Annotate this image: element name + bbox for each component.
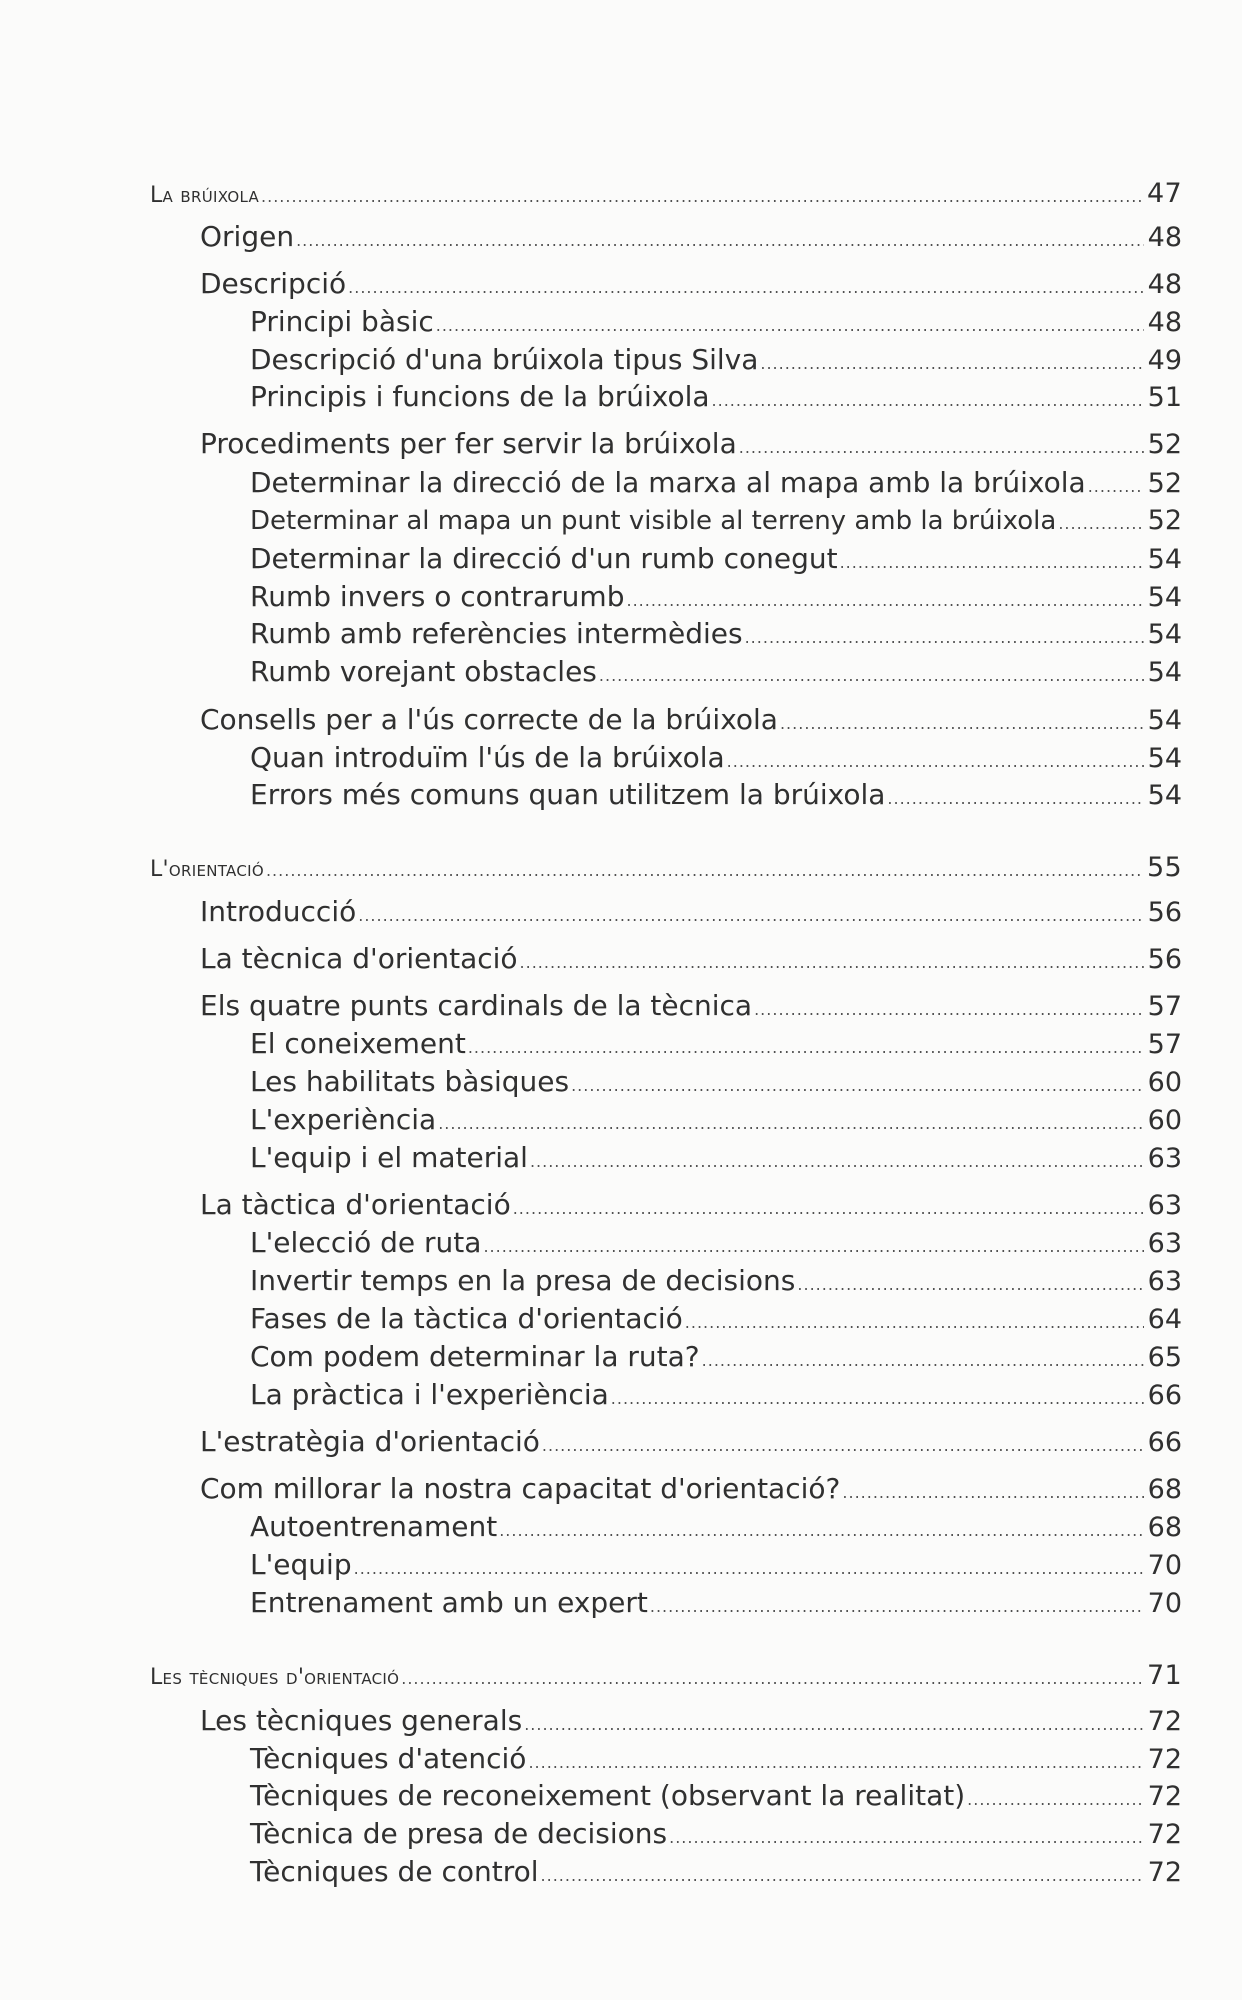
toc-section-orientacio — [150, 854, 1182, 881]
leader-dots — [1088, 479, 1144, 495]
leader-dots — [520, 955, 1144, 971]
toc-label: La tàctica d'orientació — [200, 1188, 511, 1221]
toc-subentry — [250, 1817, 1182, 1850]
toc-label: Invertir temps en la presa de decisions — [250, 1264, 796, 1297]
leader-dots — [611, 1391, 1144, 1407]
toc-label: Determinar la direcció d'un rumb conegut — [250, 542, 838, 575]
toc-page-number: 54 — [1147, 544, 1182, 575]
leader-dots — [650, 1599, 1144, 1615]
toc-page-number: 72 — [1147, 1781, 1182, 1812]
toc-page-number: 54 — [1147, 657, 1182, 688]
toc-label: Errors més comuns quan utilitzem la brúixola — [250, 778, 886, 811]
toc-page-number: 55 — [1147, 852, 1182, 883]
toc-label: L'orientació — [150, 857, 264, 882]
toc-page-number: 72 — [1147, 1857, 1182, 1888]
toc-label: Consells per a l'ús correcte de la brúixola — [200, 703, 778, 736]
toc-entry — [200, 220, 1182, 253]
leader-dots — [542, 1438, 1144, 1454]
toc-label: L'experiència — [250, 1103, 437, 1136]
toc-page-number: 72 — [1147, 1744, 1182, 1775]
toc-label: L'estratègia d'orientació — [200, 1425, 540, 1458]
toc-page-number: 54 — [1147, 743, 1182, 774]
toc-page-number: 63 — [1147, 1228, 1182, 1259]
leader-dots — [967, 1792, 1144, 1808]
toc-label: Com millorar la nostra capacitat d'orientació? — [200, 1472, 841, 1505]
toc-page-number: 63 — [1147, 1143, 1182, 1174]
toc-label: Principi bàsic — [250, 305, 434, 338]
toc-page-number: 71 — [1147, 1660, 1182, 1691]
toc-subentry — [250, 741, 1182, 774]
leader-dots — [499, 1523, 1143, 1539]
toc-page-number: 52 — [1147, 505, 1182, 536]
toc-page-number: 70 — [1147, 1550, 1182, 1581]
toc-page-number: 49 — [1147, 345, 1182, 376]
toc-subentry — [250, 655, 1182, 688]
toc-page-number: 48 — [1147, 269, 1182, 300]
toc-page-number: 72 — [1147, 1706, 1182, 1737]
toc-page-number: 60 — [1147, 1067, 1182, 1098]
leader-dots — [842, 1485, 1143, 1501]
toc-page-number: 63 — [1147, 1266, 1182, 1297]
toc-label: Procediments per fer servir la brúixola — [200, 427, 737, 460]
toc-subentry — [250, 1378, 1182, 1411]
toc-page-number: 72 — [1147, 1819, 1182, 1850]
toc-label: Les tècniques generals — [200, 1704, 523, 1737]
toc-label: Com podem determinar la ruta? — [250, 1340, 700, 1373]
toc-page-number: 68 — [1147, 1512, 1182, 1543]
leader-dots — [358, 908, 1143, 924]
toc-page-number: 57 — [1147, 1029, 1182, 1060]
toc-label: Tècniques de reconeixement (observant la realitat) — [250, 1779, 966, 1812]
toc-label: El coneixement — [250, 1027, 466, 1060]
toc-subentry — [250, 1302, 1182, 1335]
toc-subentry — [250, 343, 1182, 376]
toc-label: Les tècniques d'orientació — [150, 1665, 400, 1690]
toc-page-number: 48 — [1147, 307, 1182, 338]
leader-dots — [266, 863, 1143, 879]
leader-dots — [261, 189, 1143, 205]
toc-label: La brúixola — [150, 183, 260, 208]
toc-page-number: 54 — [1147, 619, 1182, 650]
toc-subentry — [250, 1141, 1182, 1174]
toc-label: Determinar la direcció de la marxa al mapa amb la brúixola — [250, 466, 1086, 499]
toc-label: L'elecció de ruta — [250, 1226, 482, 1259]
toc-label: Descripció d'una brúixola tipus Silva — [250, 343, 759, 376]
leader-dots — [524, 1717, 1143, 1733]
leader-dots — [626, 593, 1143, 609]
toc-entry — [200, 942, 1182, 975]
leader-dots — [712, 393, 1144, 409]
toc-page-number: 54 — [1147, 582, 1182, 613]
toc-label: Entrenament amb un expert — [250, 1586, 648, 1619]
toc-label: Introducció — [200, 895, 357, 928]
toc-subentry — [250, 305, 1182, 338]
toc-label: Autoentrenament — [250, 1510, 498, 1543]
leader-dots — [745, 630, 1144, 646]
toc-label: Tècnica de presa de decisions — [250, 1817, 668, 1850]
toc-subentry — [250, 380, 1182, 413]
toc-entry — [200, 1188, 1182, 1221]
toc-subentry — [250, 1226, 1182, 1259]
toc-label: La pràctica i l'experiència — [250, 1378, 609, 1411]
toc-label: Determinar al mapa un punt visible al terreny amb la brúixola — [250, 506, 1057, 536]
toc-page-number: 66 — [1147, 1380, 1182, 1411]
toc-entry — [200, 1704, 1182, 1737]
toc-page-number: 51 — [1147, 382, 1182, 413]
leader-dots — [727, 754, 1144, 770]
toc-entry — [200, 895, 1182, 928]
toc-subentry — [250, 542, 1182, 575]
leader-dots — [599, 668, 1144, 684]
leader-dots — [739, 440, 1144, 456]
toc-label: L'equip — [250, 1548, 352, 1581]
toc-page-number: 66 — [1147, 1427, 1182, 1458]
toc-label: Principis i funcions de la brúixola — [250, 380, 710, 413]
toc-page-number: 65 — [1147, 1342, 1182, 1373]
toc-entry — [200, 267, 1182, 300]
toc-subentry — [250, 1586, 1182, 1619]
toc-page-number: 64 — [1147, 1304, 1182, 1335]
toc-subentry — [250, 1510, 1182, 1543]
leader-dots — [513, 1201, 1144, 1217]
leader-dots — [438, 1116, 1143, 1132]
toc-subentry — [250, 1027, 1182, 1060]
toc-subentry — [250, 1103, 1182, 1136]
toc-page-number: 54 — [1147, 705, 1182, 736]
leader-dots — [685, 1315, 1144, 1331]
toc-entry — [200, 989, 1182, 1022]
toc-label: Les habilitats bàsiques — [250, 1065, 570, 1098]
toc-label: La tècnica d'orientació — [200, 942, 518, 975]
toc-label: Tècniques de control — [250, 1855, 539, 1888]
toc-entry — [200, 1472, 1182, 1505]
toc-label: Rumb vorejant obstacles — [250, 655, 597, 688]
leader-dots — [468, 1040, 1144, 1056]
leader-dots — [483, 1239, 1143, 1255]
toc-subentry — [250, 1264, 1182, 1297]
toc-subentry — [250, 466, 1182, 499]
toc-page-number: 56 — [1147, 944, 1182, 975]
toc-label: Rumb amb referències intermèdies — [250, 617, 743, 650]
leader-dots — [754, 1002, 1144, 1018]
leader-dots — [669, 1830, 1144, 1846]
toc-subentry — [250, 1855, 1182, 1888]
toc-label: Descripció — [200, 267, 347, 300]
toc-page-number: 60 — [1147, 1105, 1182, 1136]
leader-dots — [840, 555, 1144, 571]
toc-page-number: 52 — [1147, 468, 1182, 499]
toc-label: Tècniques d'atenció — [250, 1742, 527, 1775]
leader-dots — [1058, 516, 1143, 532]
leader-dots — [296, 233, 1144, 249]
toc-page-number: 47 — [1147, 178, 1182, 209]
toc-label: Els quatre punts cardinals de la tècnica — [200, 989, 753, 1022]
toc-page-number: 52 — [1147, 429, 1182, 460]
leader-dots — [780, 716, 1144, 732]
toc-section-la-bruixola — [150, 180, 1182, 207]
toc-entry — [200, 703, 1182, 736]
leader-dots — [354, 1561, 1144, 1577]
toc-page-number: 54 — [1147, 780, 1182, 811]
leader-dots — [401, 1671, 1143, 1687]
leader-dots — [348, 280, 1144, 296]
toc-subentry — [250, 1065, 1182, 1098]
toc-page-number: 70 — [1147, 1588, 1182, 1619]
leader-dots — [887, 791, 1143, 807]
toc-subentry — [250, 1340, 1182, 1373]
toc-subentry — [250, 617, 1182, 650]
toc-subentry — [250, 778, 1182, 811]
toc-page-number: 48 — [1147, 222, 1182, 253]
leader-dots — [528, 1755, 1143, 1771]
toc-entry — [200, 427, 1182, 460]
toc-subentry — [250, 1779, 1182, 1812]
toc-section-tecniques — [150, 1662, 1182, 1689]
toc-label: Fases de la tàctica d'orientació — [250, 1302, 683, 1335]
toc-subentry — [250, 1742, 1182, 1775]
leader-dots — [541, 1868, 1144, 1884]
toc-label: L'equip i el material — [250, 1141, 528, 1174]
toc-page-number: 68 — [1147, 1474, 1182, 1505]
toc-subentry — [250, 580, 1182, 613]
toc-page-number: 56 — [1147, 897, 1182, 928]
toc-page-number: 63 — [1147, 1190, 1182, 1221]
toc-entry — [200, 1425, 1182, 1458]
toc-page-number: 57 — [1147, 991, 1182, 1022]
toc-label: Origen — [200, 220, 295, 253]
toc-subentry — [250, 507, 1182, 534]
leader-dots — [530, 1154, 1144, 1170]
toc-label: Rumb invers o contrarumb — [250, 580, 625, 613]
leader-dots — [797, 1277, 1143, 1293]
toc-subentry — [250, 1548, 1182, 1581]
leader-dots — [436, 318, 1144, 334]
toc-label: Quan introduïm l'ús de la brúixola — [250, 741, 725, 774]
leader-dots — [571, 1078, 1144, 1094]
leader-dots — [760, 356, 1143, 372]
leader-dots — [702, 1353, 1144, 1369]
